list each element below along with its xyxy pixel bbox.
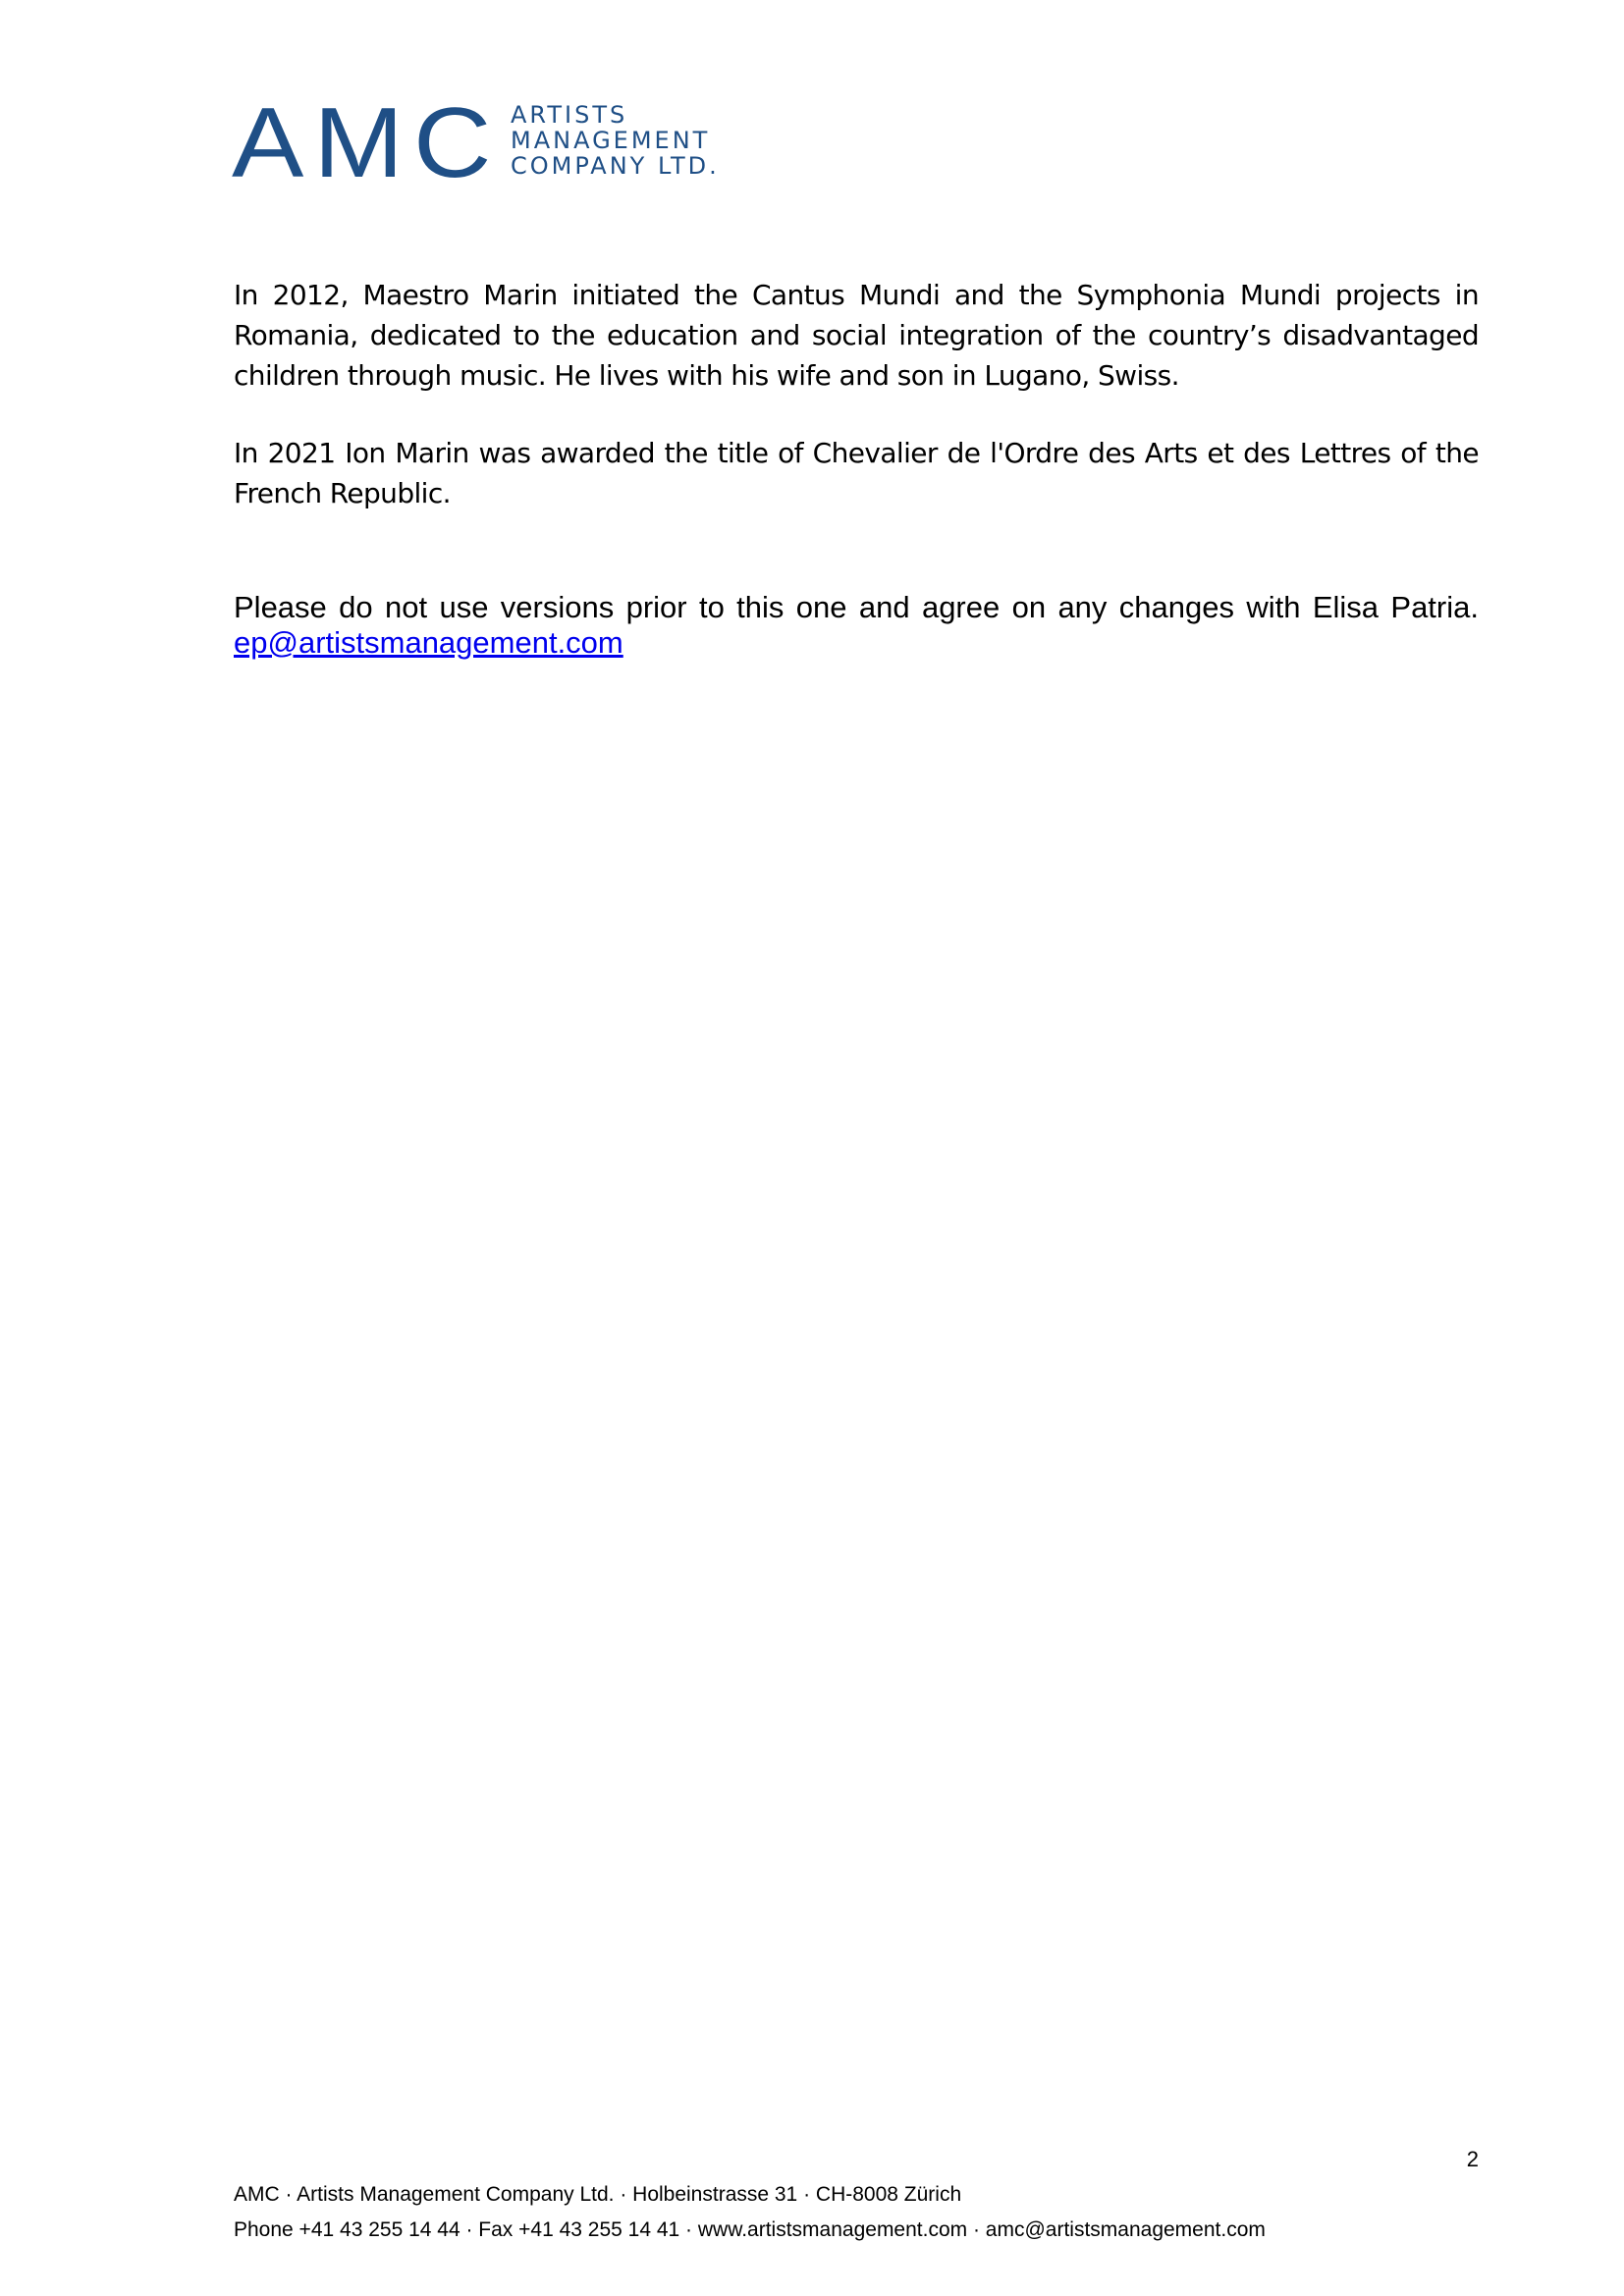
paragraph-cantus-mundi: In 2012, Maestro Marin initiated the Cantus Mundi and the Symphonia Mundi projects in Romania, dedicated to the education and social integration of the country’s disadvantaged children through music. He lives with his wife and son in Lugano, Swiss. — [234, 279, 1479, 392]
logo-line-company: COMPANY LTD. — [511, 152, 720, 180]
logo-line-artists: ARTISTS — [511, 101, 628, 129]
company-logo — [232, 86, 742, 199]
contact-email-link[interactable]: ep@artistsmanagement.com — [234, 625, 623, 660]
page-number: 2 — [1466, 2147, 1479, 2171]
paragraph-award: In 2021 Ion Marin was awarded the title of Chevalier de l'Ordre des Arts et des Lettres of the French Republic. — [234, 437, 1479, 509]
footer-contact: Phone +41 43 255 14 44 · Fax +41 43 255 14 41 · www.artistsmanagement.com · amc@artistsmanagement.com — [234, 2218, 1266, 2241]
version-note: Please do not use versions prior to this one and agree on any changes with Elisa Patria. — [234, 590, 1479, 624]
logo-wordmark — [511, 102, 720, 179]
logo-mark: AMC — [232, 86, 502, 199]
logo-line-management: MANAGEMENT — [511, 127, 711, 154]
footer-address: AMC · Artists Management Company Ltd. · Holbeinstrasse 31 · CH-8008 Zürich — [234, 2183, 962, 2206]
